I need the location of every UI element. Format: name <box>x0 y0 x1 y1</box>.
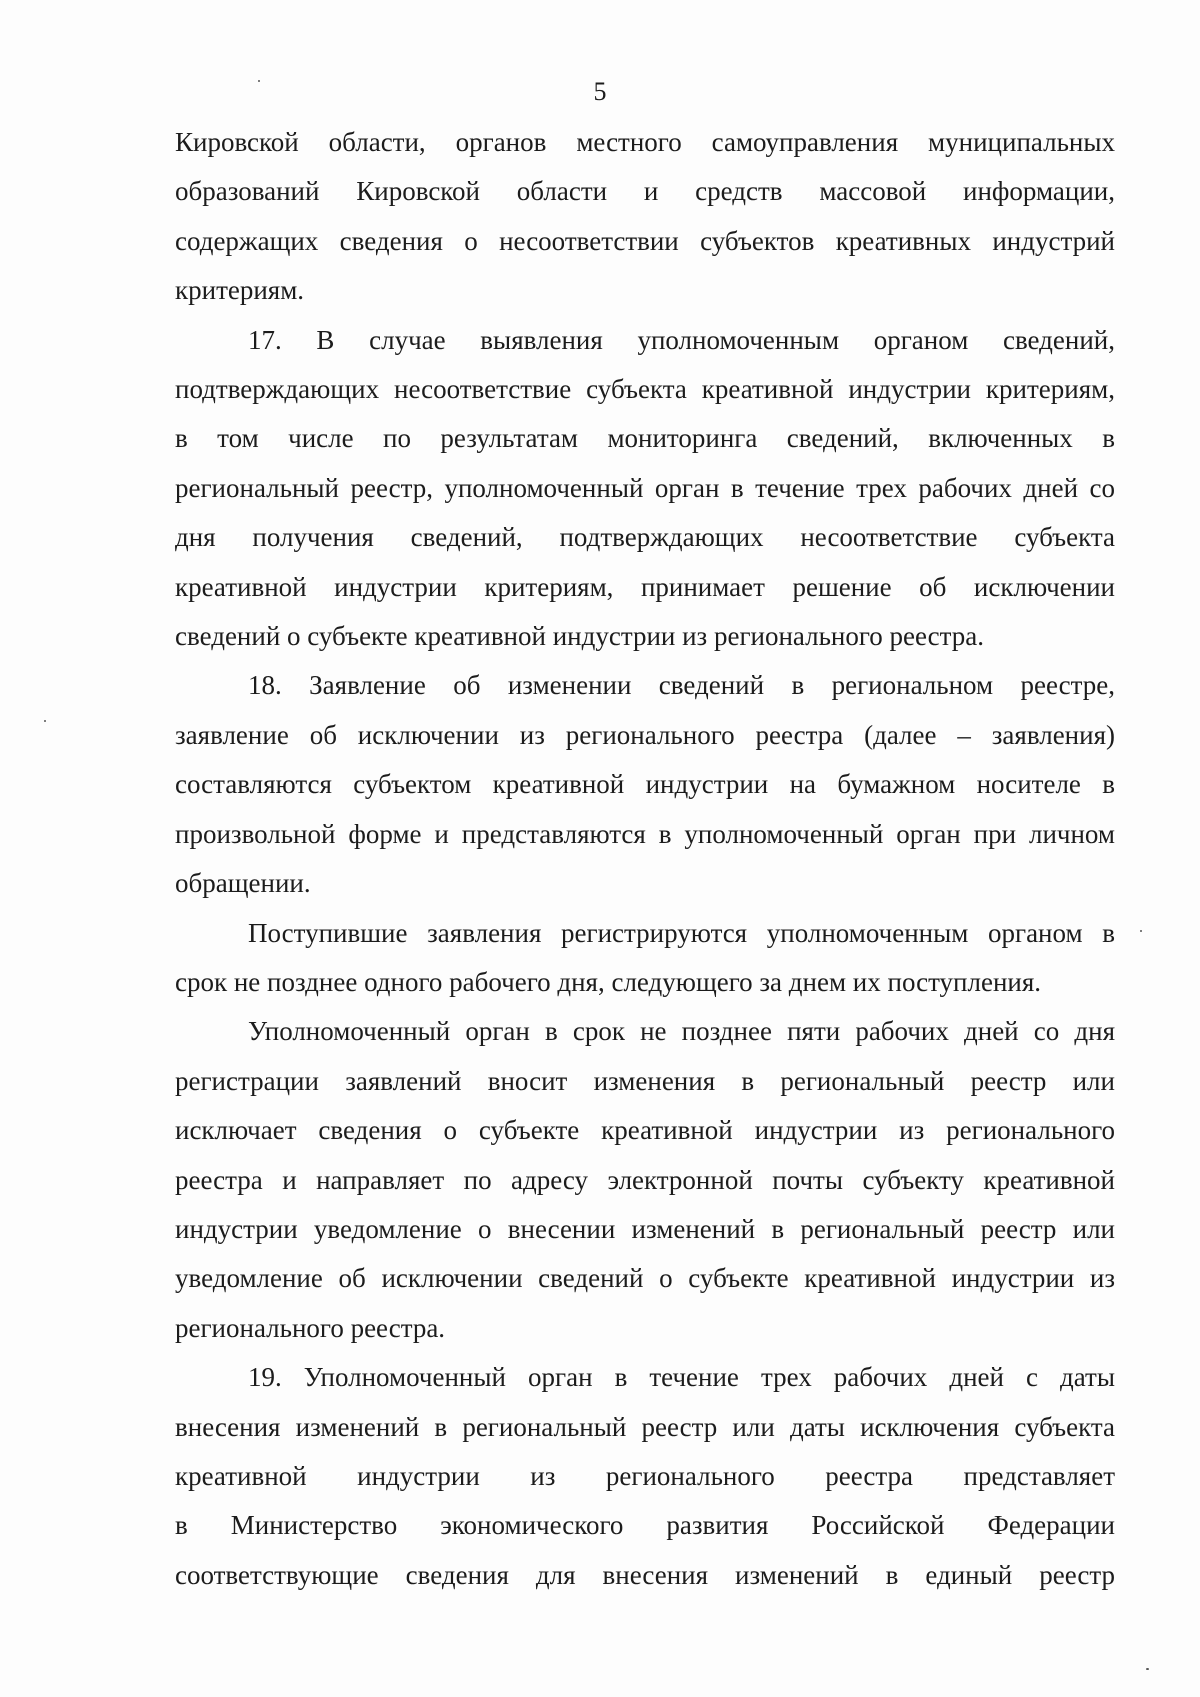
text-line: Уполномоченный орган в срок не позднее пяти рабочих дней со дня <box>248 1016 1115 1047</box>
paragraph <box>175 316 1115 662</box>
page-number: 5 <box>593 77 607 106</box>
paragraph <box>175 118 1115 316</box>
text-line: сведений о субъекте креативной индустрии из регионального реестра. <box>175 621 985 652</box>
text-line: в Министерство экономического развития Российской Федерации <box>175 1510 1115 1541</box>
paragraph <box>175 1007 1115 1353</box>
text-line: срок не позднее одного рабочего дня, следующего за днем их поступления. <box>175 966 1042 997</box>
text-line: образований Кировской области и средств массовой информации, <box>175 176 1115 207</box>
text-line: Кировской области, органов местного самоуправления муниципальных <box>175 127 1115 157</box>
text-line: индустрии уведомление о внесении изменений в региональный реестр или <box>175 1213 1115 1244</box>
text-line: креативной индустрии из регионального реестра представляет <box>175 1460 1115 1491</box>
text-line: обращении. <box>175 868 311 899</box>
text-line: регионального реестра. <box>175 1312 446 1343</box>
scan-speck <box>1140 930 1142 932</box>
text-line: внесения изменений в региональный реестр или даты исключения субъекта <box>175 1411 1115 1442</box>
paragraph <box>175 661 1115 908</box>
text-line: критериям. <box>175 275 305 306</box>
text-line: 17. В случае выявления уполномоченным органом сведений, <box>248 324 1115 355</box>
text-line: дня получения сведений, подтверждающих несоответствие субъекта <box>175 522 1115 553</box>
text-line: в том числе по результатам мониторинга сведений, включенных в <box>175 423 1115 454</box>
text-line: уведомление об исключении сведений о субъекте креативной индустрии из <box>175 1263 1115 1294</box>
text-line: креативной индустрии критериям, принимает решение об исключении <box>175 571 1115 602</box>
document-body <box>175 118 1115 1600</box>
text-line: содержащих сведения о несоответствии субъектов креативных индустрий <box>175 225 1115 256</box>
scan-speck <box>258 80 260 82</box>
text-line: Поступившие заявления регистрируются уполномоченным органом в <box>248 917 1115 948</box>
text-line: 18. Заявление об изменении сведений в региональном реестре, <box>248 670 1115 701</box>
text-line: заявление об исключении из регионального реестра (далее – заявления) <box>175 719 1115 750</box>
text-line: региональный реестр, уполномоченный орган в течение трех рабочих дней со <box>175 472 1115 503</box>
text-line: соответствующие сведения для внесения изменений в единый реестр <box>175 1559 1115 1590</box>
paragraph <box>175 1353 1115 1600</box>
scan-speck <box>44 720 46 722</box>
text-line: составляются субъектом креативной индустрии на бумажном носителе в <box>175 769 1115 800</box>
text-line: произвольной форме и представляются в уполномоченный орган при личном <box>175 818 1115 849</box>
text-line: регистрации заявлений вносит изменения в региональный реестр или <box>175 1065 1115 1096</box>
text-line: исключает сведения о субъекте креативной индустрии из регионального <box>175 1115 1115 1146</box>
text-line: подтверждающих несоответствие субъекта креативной индустрии критериям, <box>175 374 1115 405</box>
text-line: реестра и направляет по адресу электронной почты субъекту креативной <box>175 1164 1115 1195</box>
text-line: 19. Уполномоченный орган в течение трех рабочих дней с даты <box>248 1362 1115 1393</box>
scan-speck <box>1146 1668 1149 1670</box>
paragraph <box>175 909 1115 1008</box>
